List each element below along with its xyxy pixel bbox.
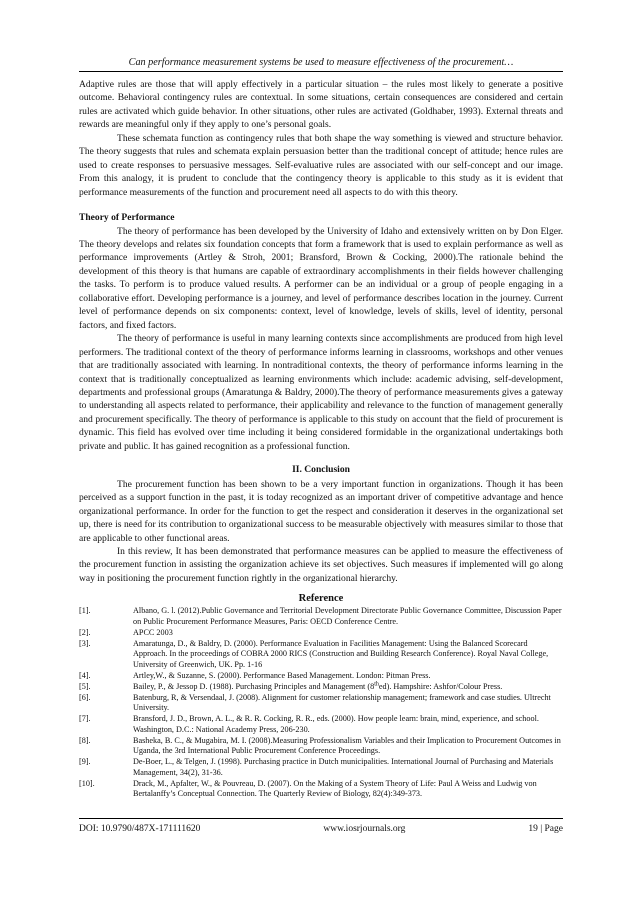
reference-number: [4].: [79, 670, 91, 680]
reference-item: [79, 628, 563, 639]
reference-number: [10].: [79, 778, 95, 788]
footer-website: www.iosrjournals.org: [323, 824, 406, 834]
reference-number: [5].: [79, 681, 91, 691]
reference-item: [79, 606, 563, 627]
reference-superscript: th: [374, 681, 379, 688]
reference-text: Bransford, J. D., Brown, A. L., & R. R. Cocking, R. R., eds. (2000). How people learn: brain, mind, experience, and school. Washington, D.C.: National Academy Press, 206-230.: [133, 714, 539, 734]
reference-text: Albano, G. l. (2012).Public Governance and Territorial Development Directorate Public Governance Committee, Discussion Paper on Public Procurement Performance Measures, Paris: OECD Conference Centre.: [133, 606, 562, 626]
reference-item: [79, 779, 563, 800]
reference-text: Drack, M., Apfalter, W., & Pouvreau, D. (2007). On the Making of a System Theory of Life: Paul A Weiss and Ludwig von Bertalanffy’s Conceptual Connection. The Quarterly Review of Biology, 82(4):349-373.: [133, 778, 537, 799]
reference-number: [8].: [79, 735, 91, 745]
reference-item: [79, 639, 563, 671]
reference-text: Artley,W., & Suzanne, S. (2000). Performance Based Management. London: Pitman Press.: [133, 670, 431, 680]
footer-page-number: 19 | Page: [528, 824, 563, 834]
running-head: Can performance measurement systems be used to measure effectiveness of the procurement…: [79, 56, 563, 72]
paragraph-conclusion-2: In this review, It has been demonstrated that performance measures can be applied to measure the effectiveness of the procurement function in assisting the organization achieve its set objectives. Such measures if implemented will go along way in positioning the procurement function rightly in the organizational hierarchy.: [79, 545, 563, 584]
reference-item: [79, 757, 563, 778]
reference-text: Batenburg, R, & Versendaal, J. (2008). Alignment for customer relationship management; framework and case studies. Ultrecht University.: [133, 692, 551, 713]
reference-number: [2].: [79, 627, 91, 637]
reference-text-part: Bailey, P., & Jessop D. (1988). Purchasing Principles and Management (8: [133, 681, 375, 691]
reference-number: [7].: [79, 714, 91, 724]
theory-of-performance-heading: Theory of Performance: [79, 212, 175, 224]
reference-text: De-Boer, L., & Telgen, J. (1998). Purchasing practice in Dutch municipalities. International Journal of Purchasing and Materials Management, 34(2), 31-36.: [133, 757, 554, 777]
reference-item: [79, 682, 563, 693]
paragraph-adaptive-rules: Adaptive rules are those that will apply effectively in a particular situation – the rules most likely to generate a positive outcome. Behavioral contingency rules are contextual. In some situations, certain consequences are considered and certain rules are activated which guide behavior. In other situations, other rules are activated (Goldhaber, 1993). External threats and rewards are meaningful only if they apply to one’s personal goals.: [79, 79, 563, 131]
reference-number: [6].: [79, 692, 91, 702]
conclusion-heading: II. Conclusion: [292, 464, 350, 476]
reference-number: [3].: [79, 638, 91, 648]
reference-number: [9].: [79, 757, 91, 767]
reference-number: [1].: [79, 606, 91, 616]
reference-text: Amaratunga, D., & Baldry, D. (2000). Performance Evaluation in Facilities Management: Using the Balanced Scorecard Approach. In the proceedings of COBRA 2000 RICS (Construction and Building Research Conference). Royal Naval College, University of Greenwich, UK. Pp. 1-16: [133, 638, 549, 669]
reference-text: APCC 2003: [133, 627, 173, 637]
reference-text: [133, 682, 563, 693]
footer-doi: DOI: 10.9790/487X-171111620: [79, 824, 201, 834]
reference-item: [79, 736, 563, 757]
page: [79, 56, 563, 800]
paragraph-theory-performance-1: The theory of performance has been developed by the University of Idaho and extensively written on by Don Elger. The theory develops and relates six foundation concepts that form a framework that is used to explain performance as well as performance improvements (Artley & Stroh, 2001; Bransford, Brown & Cocking, 2000).The rationale behind the development of this theory is that humans are capable of extraordinary accomplishments in their fields however challenging the tasks. To perform is to produce valued results. A performer can be an individual or a group of people engaging in a collaborative effort. Developing performance is a journey, and level of performance describes location in the journey. Current level of performance depends on six components: context, level of knowledge, levels of skills, level of identity, personal factors, and fixed factors.: [79, 225, 563, 331]
reference-text: Basheka, B. C., & Mugabira, M. I. (2008).Measuring Professionalism Variables and their Implication to Procurement Outcomes in Uganda, the 3rd International Public Procurement Conference Proceedings.: [133, 735, 561, 756]
reference-item: [79, 714, 563, 735]
reference-text-part: ed). Hampshire: Ashfor/Colour Press.: [378, 681, 503, 691]
page-footer: [79, 818, 563, 834]
reference-item: [79, 693, 563, 714]
paragraph-schemata: These schemata function as contingency rules that both shape the way something is viewed and structure behavior. The theory suggests that rules and schemata explain persuasion better than the traditional concept of attitude; hence rules are used to create responses to persuasive messages. Self-evaluative rules are associated with our self-concept and our image. From this analogy, it is prudent to conclude that the contingency theory is applicable to this study as it is evident that performance measurements of the function and procurement need all aspects to do with this theory.: [79, 132, 563, 198]
reference-item: [79, 671, 563, 682]
paragraph-theory-performance-2: The theory of performance is useful in many learning contexts since accomplishments are produced from high level performers. The traditional context of the theory of performance informs learning in classrooms, workshops and other venues that are traditionally associated with learning. In nontraditional contexts, the theory of performance informs learning in the context that is traditionally conceptualized as learning environments which include: academic advising, self-development, departments and professional groups (Amaratunga & Baldry, 2000).The theory of performance measurements gives a gateway to understanding all aspects related to performance, their applicability and relevance to the function of management generally and procurement specifically. The theory of performance is applicable to this study on account that the field of procurement is dynamic. This field has evolved over time including it being considered formidable in the organizational undertakings both private and public. It has gained recognition as a professional function.: [79, 333, 563, 452]
paragraph-conclusion-1: The procurement function has been shown to be a very important function in organizations. Though it has been perceived as a support function in the past, it is today recognized as an important driver of competitive advantage and hence organizational performance. In order for the function to get the respect and consideration it deserves in the organizational set up, there is need for its contribution to organizational success to be measurable objectively with measures similar to those that are applicable to other functional areas.: [79, 478, 563, 544]
body-text: [79, 78, 563, 585]
reference-list: [79, 606, 563, 800]
reference-heading: Reference: [298, 593, 344, 605]
